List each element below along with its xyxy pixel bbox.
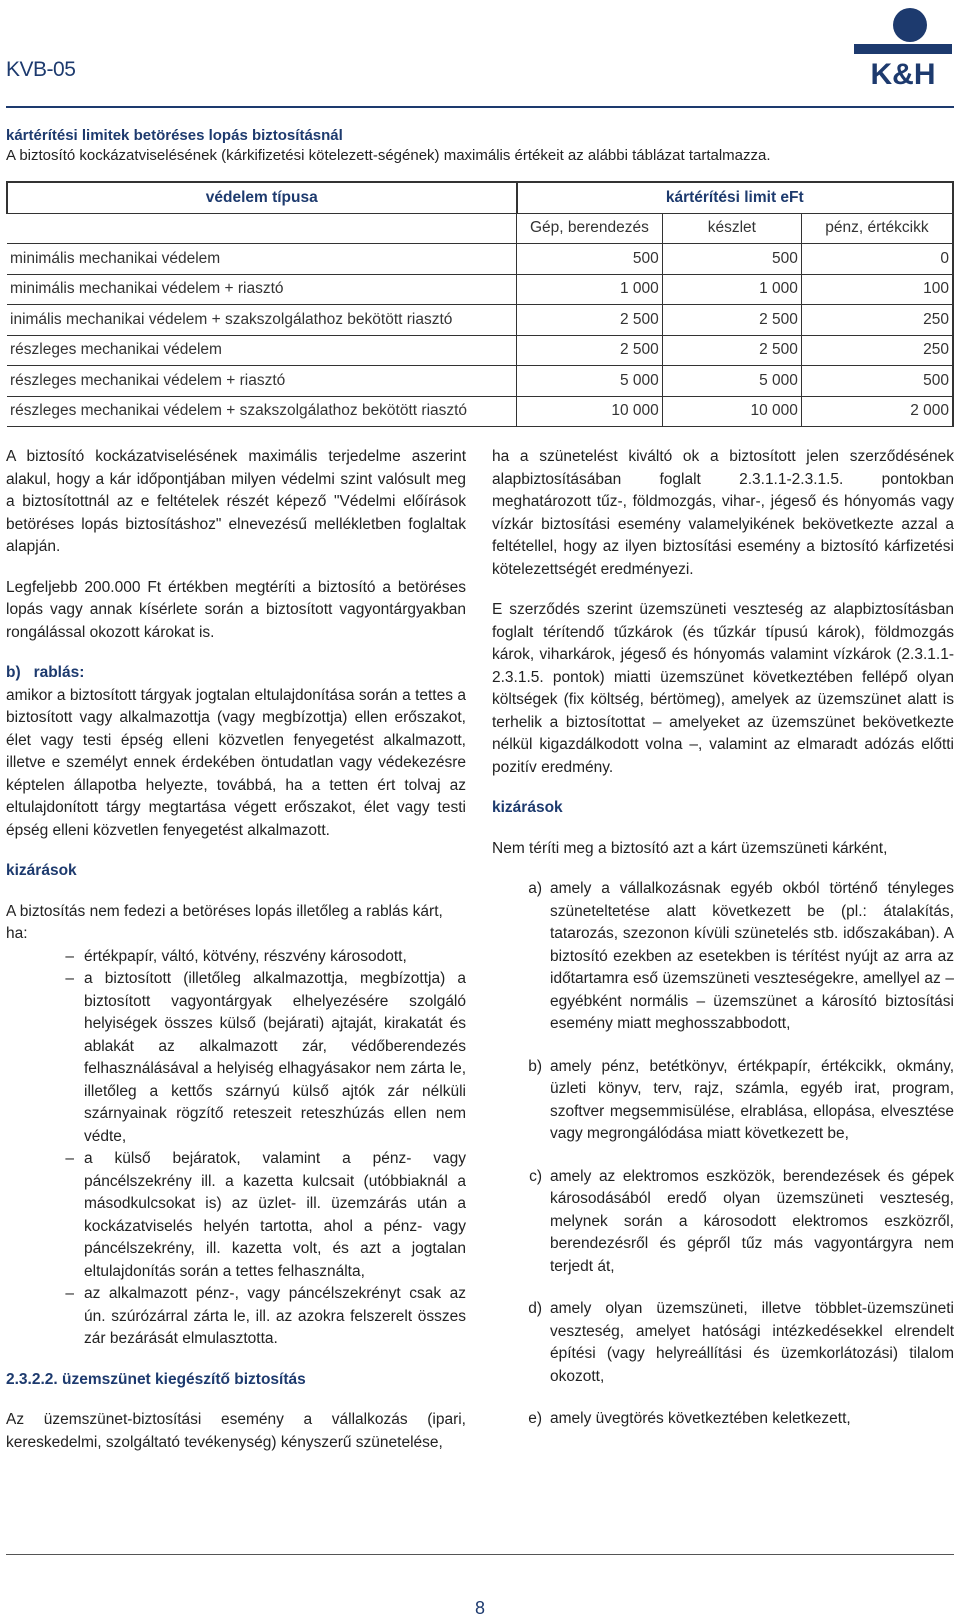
section-heading: 2.3.2.2. üzemszünet kiegészítő biztosítás — [6, 1370, 306, 1388]
exclusion-text: amely üvegtörés következtében keletkezett, — [550, 1410, 851, 1427]
document-code: KVB-05 — [6, 58, 76, 81]
cell-stock: 5 000 — [662, 366, 801, 397]
header-protection-type: védelem típusa — [7, 182, 517, 213]
robbery-heading-text: rablás: — [33, 664, 85, 681]
header-limit: kártérítési limit eFt — [517, 182, 953, 213]
cell-machinery: 10 000 — [517, 396, 663, 427]
exclusion-text: amely pénz, betétkönyv, értékpapír, értékcikk, okmány, üzleti könyv, terv, rajz, számla, egyéb irat, program, szoftver megsemmisülése, elrablása, ellopása, elvesztése vagy megrongálódása miatt következett be, — [550, 1057, 954, 1142]
loss-definition-paragraph: E szerződés szerint üzemszüneti veszteség az alapbiztosításban foglalt térítendő tűzkárok (és tűzkár típusú károk), földmozgás károk, viharkárok, jégeső és hónyomás valamint vízkárok (2.3.1.1-2.3.1.5. pontok) miatti üzemszünet következtében fellépő olyan költségek (fix költség, bértömeg), amelyek az üzemszünet alatt is terhelik a biztosítottat – amelyeket az üzemszünet bekövetkezte nélkül kigazdálkodott volna –, valamint az elmaradt adózás előtti pozitív eredmény. — [492, 601, 954, 776]
subheader-machinery: Gép, berendezés — [517, 213, 663, 244]
exclusion-item — [492, 1056, 954, 1146]
item-marker: d) — [528, 1300, 542, 1317]
exclusion-item — [492, 1166, 954, 1279]
row-label: részleges mechanikai védelem + riasztó — [7, 366, 517, 397]
cell-cash: 0 — [801, 244, 953, 275]
table-row — [7, 244, 953, 275]
exclusions-heading: kizárások — [6, 862, 77, 879]
cell-stock: 1 000 — [662, 274, 801, 305]
section-text: Az üzemszünet-biztosítási esemény a vállalkozás (ipari, kereskedelmi, szolgáltató tevékenység) kényszerű szünetelése, — [6, 1411, 466, 1451]
logo-text: K&H — [870, 58, 936, 86]
item-marker: b) — [528, 1057, 542, 1075]
exclusion-text: amely olyan üzemszüneti, illetve többlet-üzemszüneti veszteség, amelyet hatósági intézkedésekkel elrendelt építési (vagy helyreállítási és üzemkorlátozási) tilalom okozott, — [550, 1300, 954, 1385]
exclusion-item — [492, 1408, 954, 1431]
exclusion-item — [492, 1298, 954, 1388]
table-row — [7, 335, 953, 366]
exclusion-item — [6, 1283, 466, 1351]
row-label: részleges mechanikai védelem + szakszolgálathoz bekötött riasztó — [7, 396, 517, 427]
table-row — [7, 396, 953, 427]
cell-cash: 500 — [801, 366, 953, 397]
exclusions-intro: A biztosítás nem fedezi a betöréses lopás illetőleg a rablás kárt, ha: — [6, 902, 443, 942]
trigger-paragraph: ha a szünetelést kiváltó ok a biztosított jelen szerződésének alapbiztosításában foglalt 2.3.1.1-2.3.1.5. pontokban meghatározott tűz-, földmozgás, vihar-, jégeső és hónyomás vagy vízkár biztosítási esemény valamelyikének bekövetkezte azzal a feltétellel, hogy az ilyen biztosítási esemény a biztosító kárfizetési kötelezettségét eredményezi. — [492, 448, 954, 578]
exclusion-item — [6, 1148, 466, 1283]
dash-marker: – — [65, 1285, 74, 1302]
intro — [6, 126, 954, 166]
table-subheader-row — [7, 213, 953, 244]
robbery-heading — [6, 662, 466, 685]
subheader-empty — [7, 213, 517, 244]
cell-stock: 500 — [662, 244, 801, 275]
exclusions-intro: Nem téríti meg a biztosító azt a kárt üzemszüneti kárként, — [492, 839, 888, 857]
row-label: minimális mechanikai védelem + riasztó — [7, 274, 517, 305]
item-marker: e) — [528, 1410, 542, 1427]
header-divider — [6, 106, 954, 108]
row-label: minimális mechanikai védelem — [7, 244, 517, 275]
cell-cash: 100 — [801, 274, 953, 305]
cell-machinery: 1 000 — [517, 274, 663, 305]
cell-cash: 250 — [801, 305, 953, 336]
right-column — [492, 446, 954, 1451]
cell-machinery: 5 000 — [517, 366, 663, 397]
cell-stock: 10 000 — [662, 396, 801, 427]
cell-stock: 2 500 — [662, 335, 801, 366]
cell-machinery: 2 500 — [517, 335, 663, 366]
exclusion-text: amely a vállalkozásnak egyéb okból történő tényleges szüneteltetése alatt következett be (pl.: átalakítás, tatarozás, szezonon kívüli szünetelés stb. időszakában). A biztosító ezekben az esetekben is térítést nyújt az arra az időtartamra eső üzemszüneti veszteségekre, amellyel az – egyébként normális – üzemszünet a károsító biztosítási esemény miatt meghosszabbodott, — [550, 880, 954, 1032]
subheader-cash: pénz, értékcikk — [801, 213, 953, 244]
item-marker: a) — [528, 880, 542, 897]
exclusion-text: a külső bejáratok, valamint a pénz- vagy páncélszekrény ill. a kazetta kulcsait (utóbbiaknál a másodkulcsokat is) az üzlet- ill. üzemzárás után a kockázatviselés helyén tartotta, ahol a pénz- vagy páncélszekrény, ill. kazetta volt, és azt a jogtalan eltulajdonítás során a tettes felhasználta, — [84, 1150, 466, 1280]
cell-stock: 2 500 — [662, 305, 801, 336]
dash-marker: – — [65, 1150, 74, 1167]
item-marker: c) — [529, 1167, 542, 1185]
subheader-stock: készlet — [662, 213, 801, 244]
cell-cash: 2 000 — [801, 396, 953, 427]
cell-cash: 250 — [801, 335, 953, 366]
dash-marker: – — [65, 970, 74, 987]
max-extent-paragraph: A biztosító kockázatviselésének maximális terjedelme aszerint alakul, hogy a kár időpontjában milyen védelmi szint valósult meg a biztosítottnál az e feltételek részét képező "Védelmi előírások betöréses lopás biztosításhoz" elnevezésű mellékletben foglaltak alapján. — [6, 448, 466, 555]
table-row — [7, 305, 953, 336]
exclusion-text: amely az elektromos eszközök, berendezések és gépek károsodásából eredő olyan üzemszüneti veszteség, melynek során a károsodott elektromos eszközről, berendezésről és gépről tűz más vagyontárgyra nem terjedt át, — [550, 1167, 954, 1275]
cell-machinery: 500 — [517, 244, 663, 275]
robbery-marker: b) — [6, 664, 21, 681]
table-row — [7, 274, 953, 305]
left-column — [6, 446, 466, 1472]
row-label: részleges mechanikai védelem — [7, 335, 517, 366]
intro-text: A biztosító kockázatviselésének (kárkifizetési kötelezett-ségének) maximális értékeit az alábbi táblázat tartalmazza. — [6, 147, 771, 164]
page-number: 8 — [474, 1598, 485, 1618]
row-label: inimális mechanikai védelem + szakszolgálathoz bekötött riasztó — [7, 305, 517, 336]
table-row — [7, 366, 953, 397]
exclusion-item — [6, 946, 466, 969]
exclusion-item — [6, 968, 466, 1148]
robbery-definition: amikor a biztosított tárgyak jogtalan eltulajdonítása során a tettes a biztosított vagy alkalmazottja (vagy megbízottja) ellen erőszakot, élet vagy testi épség elleni közvetlen fenyegetést alkalmazott, illetve e személyt ennek érdekében öntudatlan vagy védekezésre képtelen állapotba helyezte, továbbá, ha a tetten ért tolvaj az eltulajdonított tárgy megtartása végett erőszakot, élet vagy testi épség elleni közvetlen fenyegetést alkalmazott. — [6, 686, 466, 839]
exclusions-heading: kizárások — [492, 799, 563, 816]
footer-divider — [6, 1554, 954, 1555]
exclusion-text: a biztosított (illetőleg alkalmazottja, megbízottja) a biztosított vagyontárgyak elhelyezésére szolgáló helyiségek összes külső (bejárati) ajtaját, kirakatát és ablakát az alkalmazott zár, védőberendezés felhasználásával a helyiség elhagyásakor nem zárta le, illetőleg a kettős szárnyú külső ajtók zár nélküli szárnyainak rögzítő reteszeit reteszhúzás ellen nem védte, — [84, 970, 466, 1145]
dash-marker: – — [65, 947, 74, 965]
damage-limit-paragraph: Legfeljebb 200.000 Ft értékben megtéríti a biztosító a betöréses lopás vagy annak kísérlete során a biztosított vagyontárgyakban rongálással okozott károkat is. — [6, 578, 466, 641]
cell-machinery: 2 500 — [517, 305, 663, 336]
exclusion-text: az alkalmazott pénz-, vagy páncélszekrényt csak az ún. szúrózárral zárta le, ill. az azokra felszerelt összes zár bezárását elmulasztotta. — [84, 1285, 466, 1347]
exclusion-text: értékpapír, váltó, kötvény, részvény károsodott, — [84, 947, 407, 965]
limits-table — [6, 181, 954, 427]
table-header-row — [7, 182, 953, 213]
exclusion-item — [492, 878, 954, 1036]
kh-bank-logo — [852, 6, 954, 86]
intro-heading: kártérítési limitek betöréses lopás biztosításnál — [6, 127, 343, 144]
